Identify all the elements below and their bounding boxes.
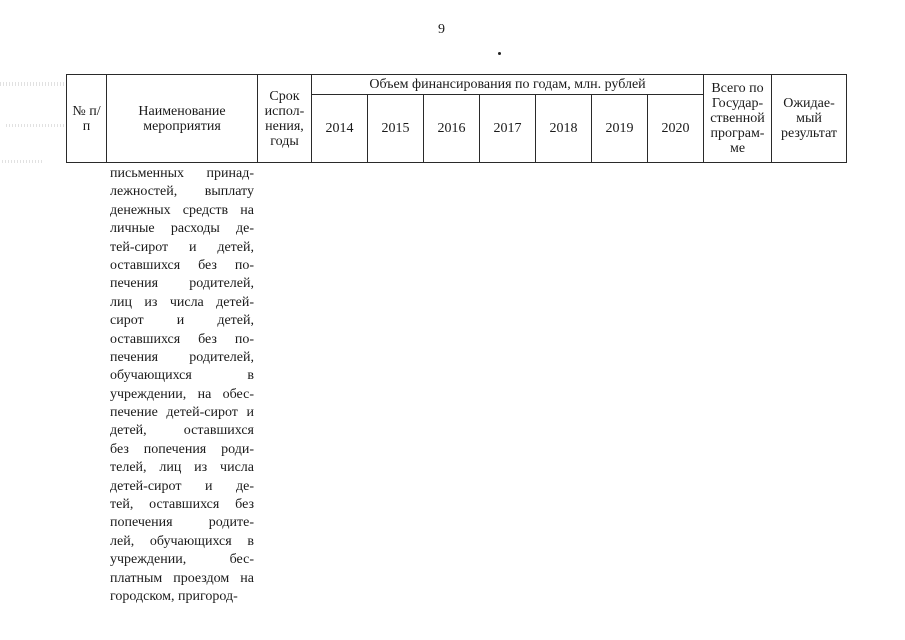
- scan-smudge: [6, 124, 64, 127]
- scan-smudge: [2, 160, 42, 163]
- text-line: оставшихся без по-: [110, 257, 254, 273]
- text-line: обучающихся в: [110, 368, 254, 384]
- year-header: 2016: [424, 95, 480, 163]
- col-number-header: № п/п: [67, 75, 107, 163]
- text-line: детей, оставшихся: [110, 423, 254, 439]
- financing-header-table: [66, 74, 847, 163]
- activity-name-text: [110, 165, 254, 606]
- col-financing-header: Объем финансирования по годам, млн. рублей: [312, 75, 704, 95]
- text-line: лей, обучающихся в: [110, 533, 254, 549]
- year-header: 2014: [312, 95, 368, 163]
- text-line: тей, оставшихся без: [110, 497, 254, 513]
- year-header: 2018: [536, 95, 592, 163]
- scan-smudge: [0, 82, 64, 86]
- text-line: лежностей, выплату: [110, 184, 254, 200]
- text-line: городском, пригород-: [110, 588, 238, 604]
- text-line: печение детей-сирот и: [110, 405, 254, 421]
- text-line: телей, лиц из числа: [110, 460, 254, 476]
- col-term-header: Срок испол-нения, годы: [258, 75, 312, 163]
- text-line: личные расходы де-: [110, 221, 254, 237]
- col-result-header: Ожидае-мый результат: [772, 75, 847, 163]
- year-header: 2020: [648, 95, 704, 163]
- text-line: денежных средств на: [110, 202, 254, 218]
- col-total-header: Всего по Государ-ственной програм-ме: [704, 75, 772, 163]
- text-line: печения родителей,: [110, 276, 254, 292]
- text-line: тей-сирот и детей,: [110, 239, 254, 255]
- text-line: платным проездом на: [110, 570, 254, 586]
- text-line: попечения родите-: [110, 515, 254, 531]
- text-line: без попечения роди-: [110, 441, 254, 457]
- text-line: оставшихся без по-: [110, 331, 254, 347]
- text-line: учреждении, бес-: [110, 552, 254, 568]
- year-header: 2017: [480, 95, 536, 163]
- ink-dot: [498, 52, 501, 55]
- year-header: 2019: [592, 95, 648, 163]
- text-line: сирот и детей,: [110, 313, 254, 329]
- text-line: детей-сирот и де-: [110, 478, 254, 494]
- text-line: печения родителей,: [110, 349, 254, 365]
- page-number: 9: [438, 22, 445, 37]
- text-line: лиц из числа детей-: [110, 294, 254, 310]
- text-line: письменных принад-: [110, 166, 254, 181]
- col-name-header: Наименование мероприятия: [107, 75, 258, 163]
- year-header: 2015: [368, 95, 424, 163]
- text-line: учреждении, на обес-: [110, 386, 254, 402]
